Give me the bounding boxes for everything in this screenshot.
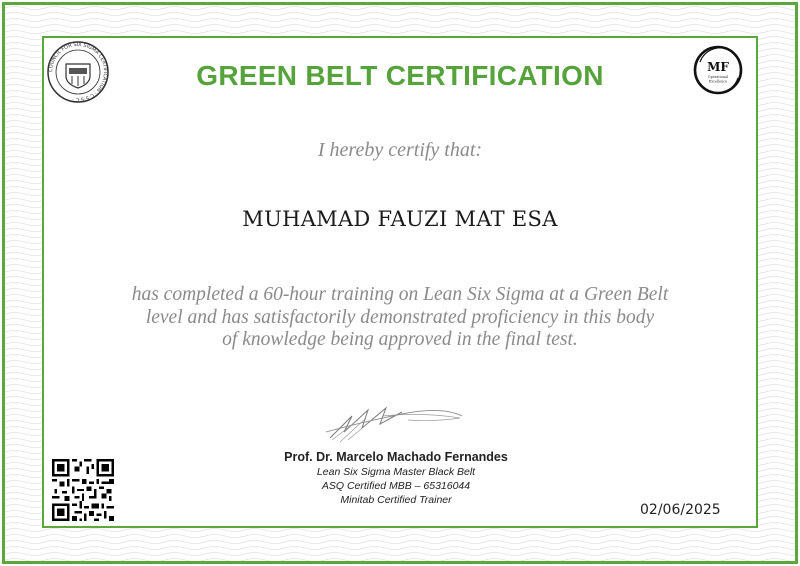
body-line-3: of knowledge being approved in the final test.: [222, 329, 578, 350]
signer-title-3: Minitab Certified Trainer: [340, 494, 452, 506]
recipient-name: MUHAMAD FAUZI MAT ESA: [242, 207, 558, 231]
logo-monogram: MF: [707, 60, 729, 74]
certify-intro: I hereby certify that:: [317, 139, 483, 161]
issue-date: 02/06/2025: [640, 502, 721, 518]
certificate-title: GREEN BELT CERTIFICATION: [196, 60, 604, 91]
certificate-body: [110, 284, 690, 352]
signature-image: [322, 402, 468, 444]
signer-title-2: ASQ Certified MBB – 65316044: [321, 480, 471, 492]
signer-name: Prof. Dr. Marcelo Machado Fernandes: [284, 450, 508, 464]
logo-tagline-2: Excellence: [708, 79, 728, 84]
seal-ring-text: COUNCIL FOR SIX SIGMA CERTIFICATION · C·S·S·C ·: [47, 41, 109, 103]
signer-title-1: Lean Six Sigma Master Black Belt: [316, 466, 476, 478]
body-line-1: has completed a 60-hour training on Lean Six Sigma at a Green Belt: [131, 284, 669, 305]
body-line-2: level and has satisfactorily demonstrated proficiency in this body: [145, 306, 655, 328]
logo-tagline-1: Operational: [707, 75, 729, 79]
qr-code-icon: [52, 459, 114, 521]
